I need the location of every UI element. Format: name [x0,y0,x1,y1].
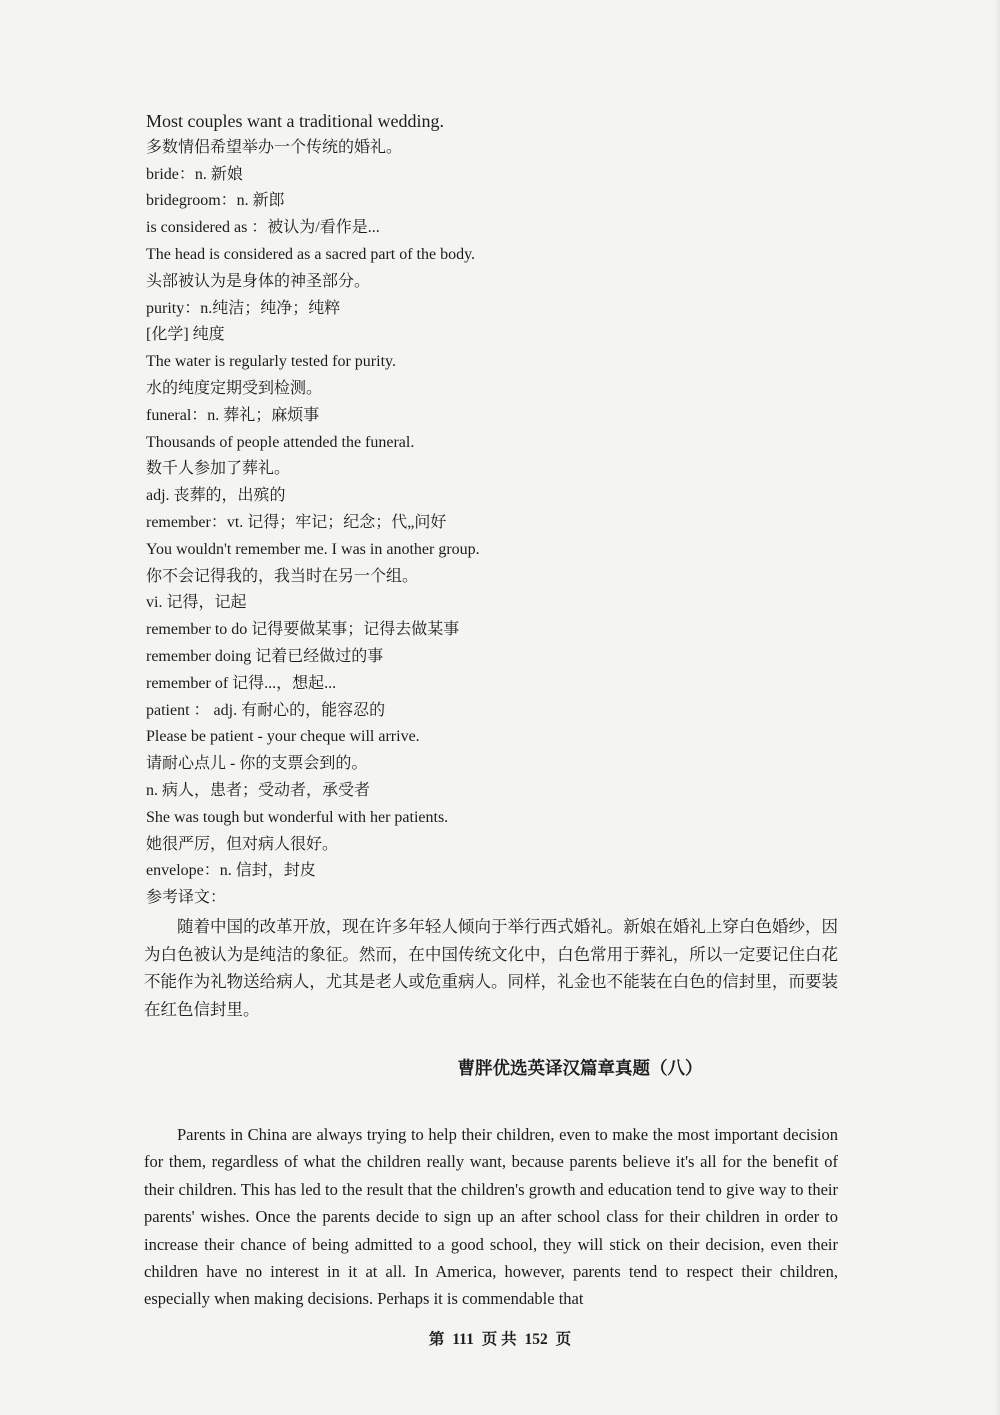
vocab-line: [化学] 纯度 [146,326,225,344]
vocab-line: Thousands of people attended the funeral. [146,433,415,451]
vocab-line: Most couples want a traditional wedding. [146,111,444,131]
vocab-line: patient ： adj. 有耐心的，能容忍的 [146,701,386,719]
vocab-line: 请耐心点儿 - 你的支票会到的。 [146,755,368,773]
vocab-line: 参考译文： [146,889,227,907]
vocab-line: Please be patient - your cheque will arrive. [146,728,420,746]
vocab-line: 水的纯度定期受到检测。 [146,379,323,397]
vocabulary-notes [146,108,666,912]
vocab-line: 头部被认为是身体的神圣部分。 [146,272,371,290]
total-pages: 152 [524,1331,548,1348]
vocab-line: 多数情侣希望举办一个传统的婚礼。 [146,138,403,156]
section-title: 曹胖优选英译汉篇章真题（八） [457,1058,703,1078]
english-passage: Parents in China are always trying to help their children, even to make the most important decision for them, regardless of what the children really want, because parents believe it's all for the benefit of their children. This has led to the result that the children's growth and education tend to give way to their parents' wishes. Once the parents decide to sign up an after school class for their children in order to increase their chance of being admitted to a good school, they will stick on their decision, even their children have no interest in it at all. In America, however, parents tend to respect their children, especially when making decisions. Perhaps it is commendable that [144,1125,838,1309]
vocab-line: 你不会记得我的，我当时在另一个组。 [146,567,419,585]
page-number: 111 [452,1331,474,1348]
reference-translation: 随着中国的改革开放，现在许多年轻人倾向于举行西式婚礼。新娘在婚礼上穿白色婚纱，因为白色被认为是纯洁的象征。然而，在中国传统文化中，白色常用于葬礼，所以一定要记住白花不能作为礼物送给病人，尤其是老人或危重病人。同样，礼金也不能装在白色的信封里，而要装在红色信封里。 [144,917,838,1019]
vocab-line: remember to do 记得要做某事；记得去做某事 [146,621,460,639]
vocab-line: funeral：n. 葬礼；麻烦事 [146,406,320,424]
vocab-line: The water is regularly tested for purity. [146,353,396,371]
vocab-line: remember doing 记着已经做过的事 [146,647,384,665]
vocab-line: n. 病人，患者；受动者，承受者 [146,781,371,799]
vocab-line: 数千人参加了葬礼。 [146,460,291,478]
vocab-line: remember：vt. 记得；牢记；纪念；代„问好 [146,513,447,531]
vocab-line: The head is considered as a sacred part of the body. [146,245,476,263]
vocab-line: 她很严厉，但对病人很好。 [146,835,339,853]
page-footer [0,1327,1000,1349]
vocab-line: She was tough but wonderful with her patients. [146,808,449,826]
footer-middle: 页 共 [481,1331,517,1348]
vocab-line: adj. 丧葬的，出殡的 [146,487,286,505]
vocab-line: vi. 记得，记起 [146,594,247,612]
vocab-line: bridegroom：n. 新郎 [146,192,285,210]
vocab-line: is considered as ：被认为/看作是... [146,219,380,237]
vocab-line: remember of 记得...，想起... [146,674,337,692]
footer-prefix: 第 [428,1331,445,1348]
vocab-line: You wouldn't remember me. I was in another group. [146,540,480,558]
vocab-line: bride：n. 新娘 [146,165,243,183]
vocab-line: envelope：n. 信封，封皮 [146,862,316,880]
scan-edge-shadow [994,0,1000,1415]
footer-suffix: 页 [555,1331,572,1348]
vocab-line: purity：n.纯洁；纯净；纯粹 [146,299,341,317]
